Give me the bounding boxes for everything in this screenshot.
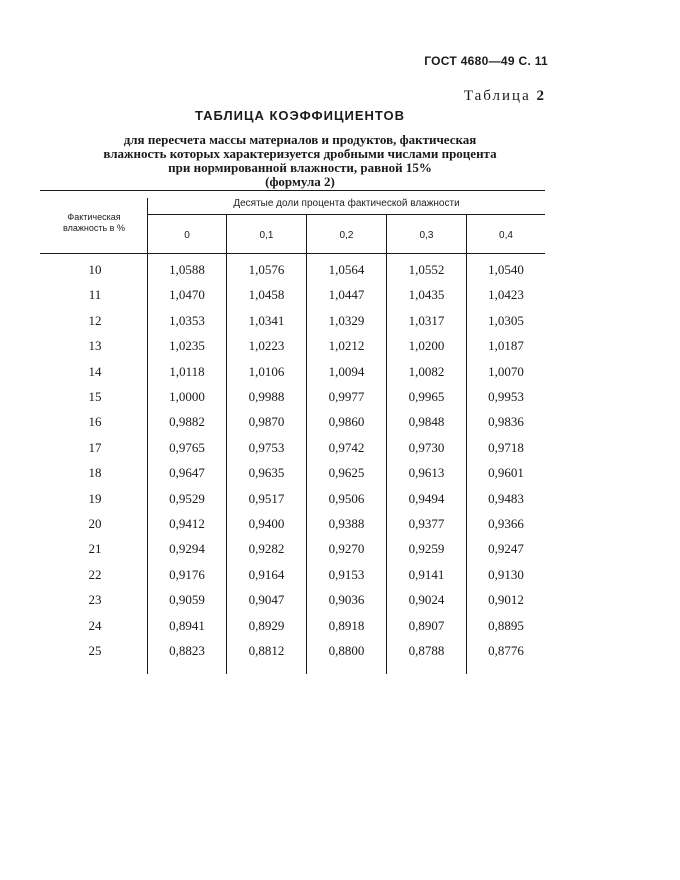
table-row xyxy=(0,313,680,335)
table-row xyxy=(0,643,680,665)
coefficient-cell: 0,9130 xyxy=(488,566,524,582)
table-row xyxy=(0,491,680,513)
coefficient-cell: 0,9412 xyxy=(169,516,205,531)
coefficient-cell: 1,0200 xyxy=(408,338,445,354)
coefficient-cell: 1,0423 xyxy=(488,287,524,303)
row-moisture-value: 14 xyxy=(88,363,102,379)
coefficient-cell: 0,9765 xyxy=(169,439,205,455)
coefficient-cell: 0,9047 xyxy=(248,592,285,608)
coefficient-cell: 1,0588 xyxy=(169,262,205,277)
group-header: Десятые доли процента фактической влажности xyxy=(233,198,460,209)
row-moisture-value: 20 xyxy=(88,516,102,531)
coefficient-cell: 0,9282 xyxy=(248,541,285,557)
coefficient-cell: 0,8800 xyxy=(328,643,365,658)
coefficient-cell: 0,9247 xyxy=(488,541,524,557)
table-row xyxy=(0,440,680,462)
coefficient-cell: 0,9730 xyxy=(408,439,445,455)
coefficient-cell: 1,0187 xyxy=(488,338,524,354)
coefficient-cell: 1,0235 xyxy=(169,338,205,354)
table-row xyxy=(0,287,680,309)
row-moisture-value: 19 xyxy=(88,490,102,506)
table-header-bottom-rule xyxy=(40,253,545,254)
coefficient-cell: 0,9012 xyxy=(488,592,524,608)
coefficient-cell: 0,9259 xyxy=(408,541,445,557)
coefficient-cell: 0,9965 xyxy=(408,389,445,404)
coefficient-cell: 1,0576 xyxy=(248,262,285,277)
coefficient-cell: 0,8823 xyxy=(169,643,205,658)
column-header: 0 xyxy=(184,230,190,241)
table-row xyxy=(0,541,680,563)
coefficient-cell: 0,9366 xyxy=(488,516,524,531)
coefficient-cell: 0,8941 xyxy=(169,617,205,633)
coefficient-cell: 1,0118 xyxy=(169,363,205,379)
coefficient-cell: 0,8895 xyxy=(488,617,524,633)
table-row xyxy=(0,338,680,360)
table-label xyxy=(464,88,544,105)
column-header: 0,1 xyxy=(259,230,274,241)
table-row xyxy=(0,592,680,614)
coefficient-cell: 0,9377 xyxy=(408,516,445,531)
subtitle-line: для пересчета массы материалов и продуктов, фактическая xyxy=(123,132,477,147)
coefficient-cell: 0,9613 xyxy=(408,465,445,481)
coefficient-cell: 0,8788 xyxy=(408,643,445,658)
coefficient-cell: 1,0353 xyxy=(169,312,205,328)
column-header: 0,3 xyxy=(419,230,434,241)
row-moisture-value: 22 xyxy=(88,566,102,582)
row-header xyxy=(40,212,148,234)
page-header: ГОСТ 4680—49 С. 11 xyxy=(424,54,548,68)
coefficient-cell: 1,0564 xyxy=(328,262,365,277)
table-row xyxy=(0,618,680,640)
coefficient-cell: 1,0435 xyxy=(408,287,445,303)
coefficient-cell: 1,0447 xyxy=(328,287,365,303)
coefficient-cell: 1,0317 xyxy=(408,312,445,328)
coefficient-cell: 0,8812 xyxy=(248,643,285,658)
coefficient-cell: 1,0329 xyxy=(328,312,365,328)
coefficient-cell: 0,9164 xyxy=(248,566,285,582)
table-row xyxy=(0,414,680,436)
table-row xyxy=(0,364,680,386)
row-moisture-value: 15 xyxy=(88,389,102,404)
row-moisture-value: 13 xyxy=(88,338,102,354)
column-header: 0,4 xyxy=(499,230,513,241)
table-row xyxy=(0,567,680,589)
row-moisture-value: 24 xyxy=(88,617,102,633)
coefficient-cell: 0,9517 xyxy=(248,490,285,506)
coefficient-cell: 0,9494 xyxy=(408,490,445,506)
coefficient-cell: 0,8776 xyxy=(488,643,524,658)
coefficient-cell: 0,9988 xyxy=(248,389,285,404)
coefficient-cell: 1,0223 xyxy=(248,338,285,354)
coefficient-cell: 0,9836 xyxy=(488,414,524,430)
coefficient-cell: 1,0540 xyxy=(488,262,524,277)
row-moisture-value: 16 xyxy=(88,414,102,430)
table-row xyxy=(0,516,680,538)
coefficient-cell: 0,9860 xyxy=(328,414,365,430)
coefficient-cell: 1,0000 xyxy=(169,389,205,404)
row-header-line: Фактическая xyxy=(67,212,121,222)
coefficient-cell: 0,8929 xyxy=(248,617,285,633)
coefficient-cell: 0,9601 xyxy=(488,465,524,481)
table-label-number: 2 xyxy=(536,88,544,104)
table-title: ТАБЛИЦА КОЭФФИЦИЕНТОВ xyxy=(195,108,405,123)
coefficient-cell: 1,0070 xyxy=(488,363,524,379)
table-top-rule xyxy=(40,190,545,191)
coefficient-cell: 0,9882 xyxy=(169,414,205,430)
coefficient-cell: 0,9870 xyxy=(248,414,285,430)
table-label-word: Таблица xyxy=(463,88,531,104)
coefficient-cell: 0,9529 xyxy=(169,490,205,506)
coefficient-cell: 1,0470 xyxy=(169,287,205,303)
coefficient-cell: 0,9036 xyxy=(328,592,365,608)
coefficient-cell: 1,0212 xyxy=(328,338,365,354)
coefficient-cell: 0,9141 xyxy=(408,566,445,582)
row-moisture-value: 12 xyxy=(88,312,102,328)
row-moisture-value: 10 xyxy=(88,262,102,277)
group-header-rule xyxy=(148,214,545,215)
coefficient-cell: 0,9848 xyxy=(408,414,445,430)
table-row xyxy=(0,465,680,487)
coefficient-cell: 1,0094 xyxy=(328,363,365,379)
coefficient-cell: 0,8918 xyxy=(328,617,365,633)
coefficient-cell: 1,0305 xyxy=(488,312,524,328)
coefficient-cell: 0,9176 xyxy=(169,566,205,582)
table-subtitle xyxy=(0,133,600,189)
coefficient-cell: 0,9625 xyxy=(328,465,365,481)
coefficient-cell: 0,9400 xyxy=(248,516,285,531)
coefficient-cell: 0,9977 xyxy=(328,389,365,404)
subtitle-line: (формула 2) xyxy=(265,174,335,189)
coefficient-cell: 0,9742 xyxy=(328,439,365,455)
coefficient-cell: 0,9270 xyxy=(328,541,365,557)
coefficient-cell: 0,8907 xyxy=(408,617,445,633)
table-row xyxy=(0,262,680,284)
row-moisture-value: 11 xyxy=(88,287,102,303)
coefficient-cell: 0,9388 xyxy=(328,516,365,531)
table-row xyxy=(0,389,680,411)
coefficient-cell: 1,0082 xyxy=(408,363,445,379)
coefficient-cell: 0,9024 xyxy=(408,592,445,608)
coefficient-cell: 0,9506 xyxy=(328,490,365,506)
coefficient-cell: 1,0341 xyxy=(248,312,285,328)
row-moisture-value: 17 xyxy=(88,439,102,455)
coefficient-cell: 1,0552 xyxy=(408,262,445,277)
row-header-line: влажность в % xyxy=(63,223,125,233)
coefficient-cell: 1,0106 xyxy=(248,363,285,379)
coefficient-cell: 0,9294 xyxy=(169,541,205,557)
coefficient-cell: 1,0458 xyxy=(248,287,285,303)
coefficient-cell: 0,9059 xyxy=(169,592,205,608)
coefficient-cell: 0,9953 xyxy=(488,389,524,404)
row-moisture-value: 21 xyxy=(88,541,102,557)
row-moisture-value: 25 xyxy=(88,643,102,658)
subtitle-line: влажность которых характеризуется дробными числами процента xyxy=(103,146,497,161)
subtitle-line: при нормированной влажности, равной 15% xyxy=(168,160,432,175)
coefficient-cell: 0,9483 xyxy=(488,490,524,506)
coefficient-cell: 0,9753 xyxy=(248,439,285,455)
coefficient-cell: 0,9718 xyxy=(488,439,524,455)
row-moisture-value: 18 xyxy=(88,465,102,481)
coefficient-cell: 0,9153 xyxy=(328,566,365,582)
row-moisture-value: 23 xyxy=(88,592,102,608)
coefficient-cell: 0,9647 xyxy=(169,465,205,481)
coefficient-cell: 0,9635 xyxy=(248,465,285,481)
column-header: 0,2 xyxy=(339,230,354,241)
